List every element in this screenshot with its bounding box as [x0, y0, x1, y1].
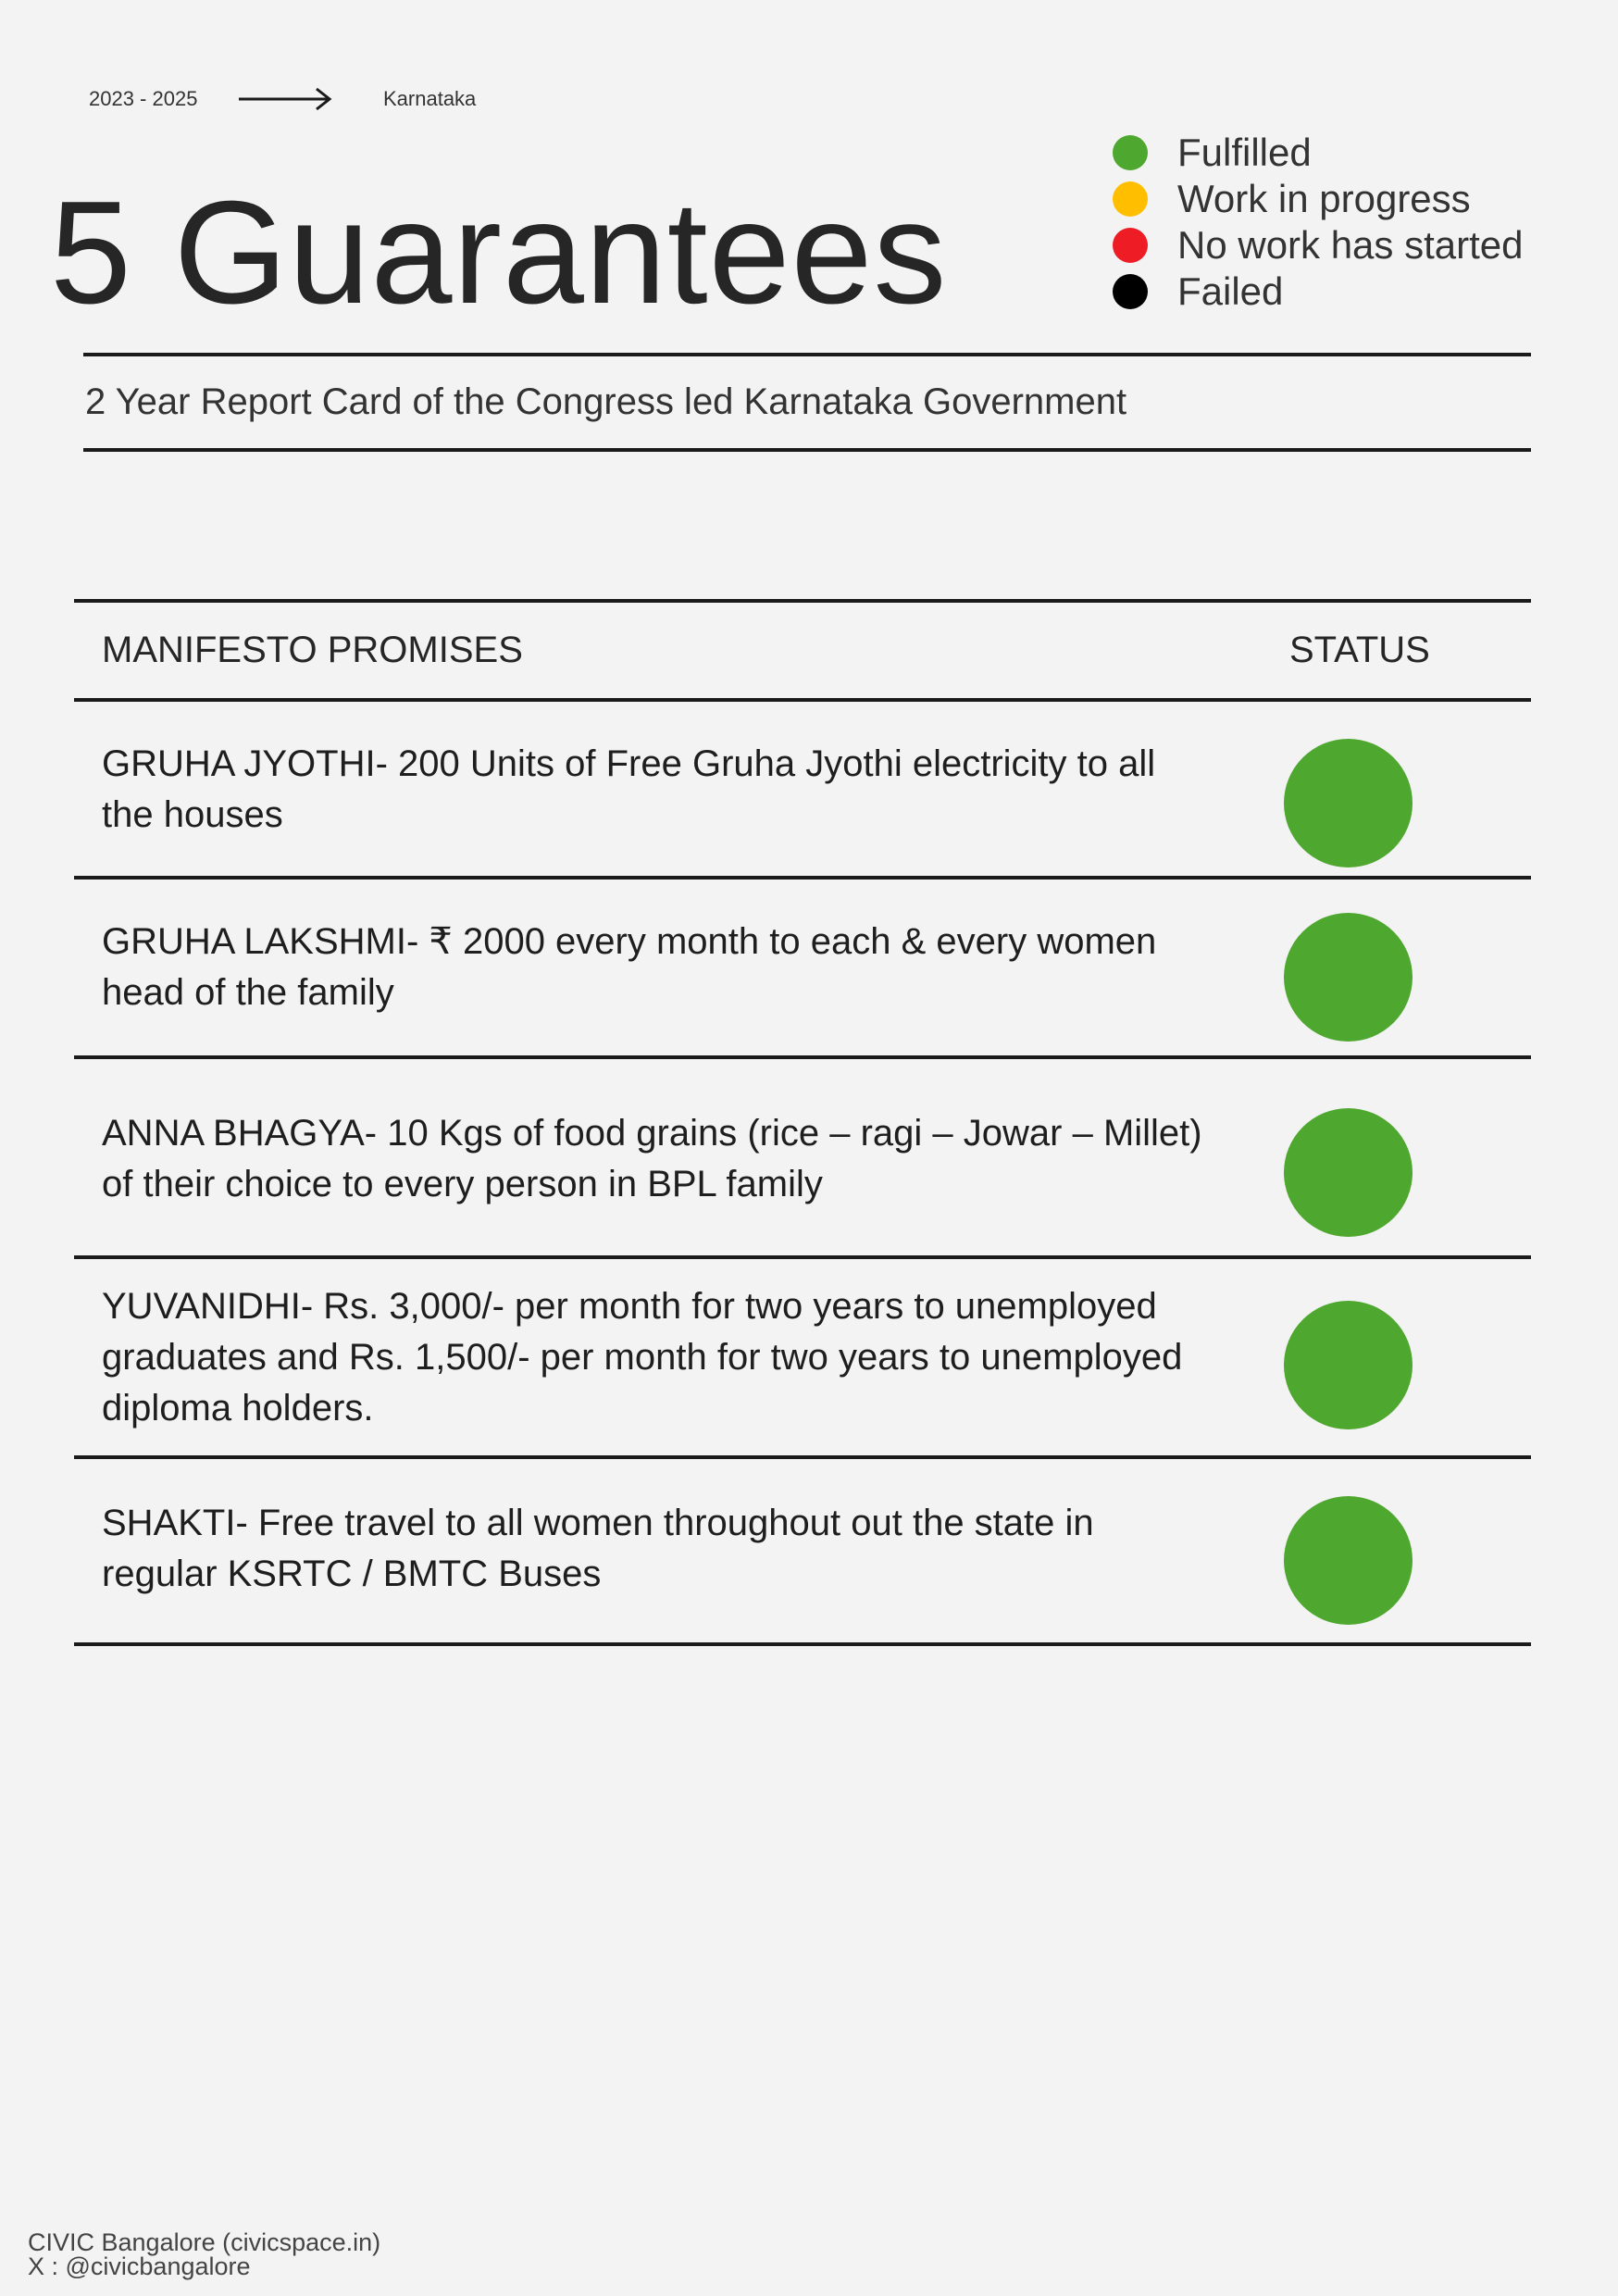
status-fulfilled-icon [1284, 1496, 1413, 1625]
table-row [74, 1457, 1531, 1642]
page-title: 5 Guarantees [50, 171, 948, 334]
promise-text: YUVANIDHI- Rs. 3,000/- per month for two years to unemployed graduates and Rs. 1,500/- per month for two years to unemployed diploma holders. [102, 1286, 1183, 1429]
divider [83, 353, 1531, 356]
table-row [74, 1257, 1531, 1455]
promise-text: ANNA BHAGYA- 10 Kgs of food grains (rice – ragi – Jowar – Millet) of their choice to every person in BPL family [102, 1113, 1202, 1204]
legend-label: No work has started [1177, 223, 1524, 267]
legend-item-no-work-started [1113, 222, 1524, 268]
legend-item-fulfilled [1113, 130, 1524, 176]
report-subtitle: 2 Year Report Card of the Congress led Karnataka Government [85, 381, 1127, 422]
footer-handle: X : @civicbangalore [28, 2252, 251, 2280]
table-top-border [74, 599, 1531, 603]
promise-text: SHAKTI- Free travel to all women throughout out the state in regular KSRTC / BMTC Buses [102, 1503, 1094, 1594]
status-fulfilled-icon [1284, 1108, 1413, 1237]
yellow-dot-icon [1113, 181, 1148, 217]
black-dot-icon [1113, 274, 1148, 309]
divider [83, 448, 1531, 452]
status-fulfilled-icon [1284, 1301, 1413, 1429]
promise-text: GRUHA LAKSHMI- ₹ 2000 every month to each & every women head of the family [102, 921, 1157, 1013]
legend-item-work-in-progress [1113, 176, 1524, 222]
table-row [74, 700, 1531, 876]
legend [1113, 130, 1524, 315]
period-label: 2023 - 2025 [89, 87, 198, 110]
table-bottom-border [74, 1642, 1531, 1646]
green-dot-icon [1113, 135, 1148, 170]
footer-credit: CIVIC Bangalore (civicspace.in) [28, 2228, 381, 2256]
column-header-promises: MANIFESTO PROMISES [102, 630, 523, 670]
status-fulfilled-icon [1284, 913, 1413, 1042]
region-label: Karnataka [383, 87, 477, 110]
legend-item-failed [1113, 268, 1524, 315]
column-header-status: STATUS [1289, 630, 1430, 670]
legend-label: Fulfilled [1177, 131, 1312, 174]
table-row [74, 878, 1531, 1055]
legend-label: Work in progress [1177, 177, 1471, 220]
red-dot-icon [1113, 228, 1148, 263]
arrow-right-icon [237, 87, 333, 111]
legend-label: Failed [1177, 269, 1284, 313]
table-row [74, 1057, 1531, 1255]
promise-text: GRUHA JYOTHI- 200 Units of Free Gruha Jyothi electricity to all the houses [102, 743, 1156, 835]
status-fulfilled-icon [1284, 739, 1413, 867]
